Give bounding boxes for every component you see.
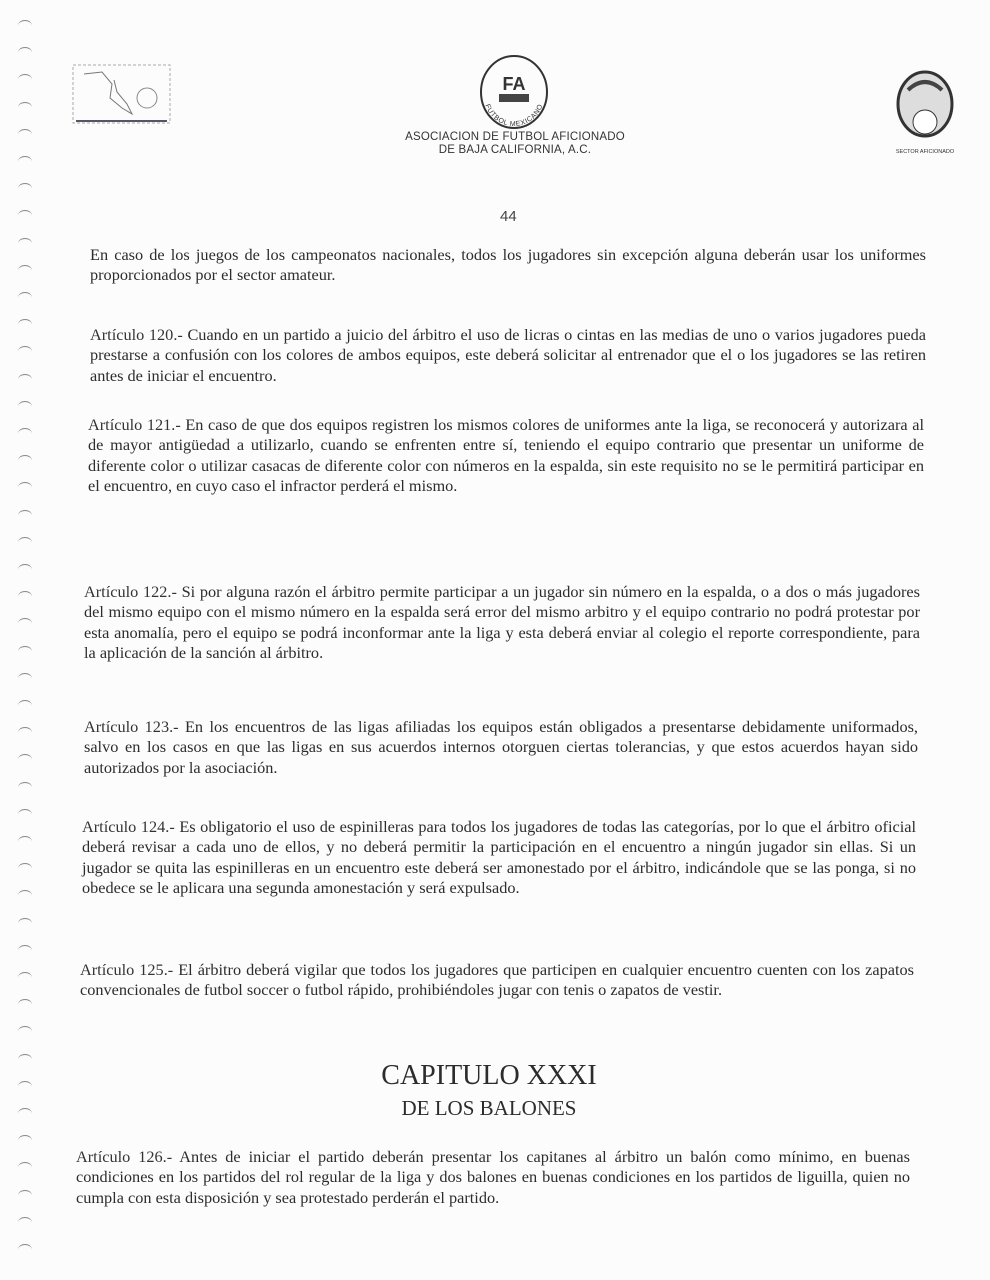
article-120: Artículo 120.- Cuando en un partido a juicio del árbitro el uso de licras o cintas en las medias de uno o varios jugadores pueda prestarse a confusión con los colores de ambos equipos, este deberá solicitar al entrenador que el o los jugadores se las retiren antes de iniciar el encuentro.: [90, 325, 926, 385]
binding-hole: [18, 455, 32, 466]
chapter-subtitle: DE LOS BALONES: [401, 1096, 577, 1120]
paragraph-intro: En caso de los juegos de los campeonatos nacionales, todos los jugadores sin excepción alguna deberán usar los uniformes proporcionados por el sector amateur.: [90, 245, 926, 285]
binding-hole: [18, 836, 32, 847]
binding-hole: [18, 238, 32, 249]
fa-emblem-letters: FA: [502, 74, 526, 94]
fa-futbol-mexicano-logo: [474, 52, 554, 132]
binding-hole: [18, 156, 32, 167]
fmf-crest-logo: [890, 68, 960, 148]
binding-hole: [18, 618, 32, 629]
binding-hole: [18, 428, 32, 439]
crest-caption: SECTOR AFICIONADO: [895, 149, 955, 155]
binding-hole: [18, 482, 32, 493]
article-124: Artículo 124.- Es obligatorio el uso de espinilleras para todos los jugadores de todas las categorías, por lo que el árbitro oficial deberá revisar a cada uno de ellos, y no deberá permitir la participación en el encuentro a ningún jugador sin ellas. Si un jugador se quita las espinilleras en un encuentro este deberá ser amonestado por el árbitro, indicándole que se las ponga, si no obedece se le aplicara una segunda amonestación y será expulsado.: [82, 817, 916, 898]
binding-hole: [18, 47, 32, 58]
page-number: 44: [500, 208, 517, 225]
binding-hole: [18, 972, 32, 983]
binding-hole: [18, 1190, 32, 1201]
binding-hole: [18, 1135, 32, 1146]
org-name-line2: DE BAJA CALIFORNIA, A.C.: [438, 144, 592, 156]
binding-hole: [18, 265, 32, 276]
binding-hole: [18, 1026, 32, 1037]
binding-hole: [18, 999, 32, 1010]
binding-hole: [18, 319, 32, 330]
binding-hole: [18, 1244, 32, 1255]
binding-hole: [18, 537, 32, 548]
article-122: Artículo 122.- Si por alguna razón el árbitro permite participar a un jugador sin número en la espalda, o a dos o más jugadores del mismo equipo con el mismo número en la espalda será error del mismo arbitro y el equipo contrario no podrá protestar por esta anomalía, pero el equipo se podrá inconformar ante la liga y esta deberá enviar al colegio el reporte correspondiente, para la aplicación de la sanción al árbitro.: [84, 582, 920, 663]
binding-hole: [18, 1217, 32, 1228]
article-125: Artículo 125.- El árbitro deberá vigilar que todos los jugadores que participen en cualquier encuentro cuenten con los zapatos convencionales de futbol soccer o futbol rápido, prohibiéndoles jugar con tenis o zapatos de vestir.: [80, 960, 914, 1000]
center-logo-text: FUTBOL MEXICANO: [483, 103, 545, 129]
binding-hole: [18, 74, 32, 85]
binding-hole: [18, 646, 32, 657]
binding-hole: [18, 727, 32, 738]
binding-hole: [18, 564, 32, 575]
chapter-title: CAPITULO XXXI: [381, 1060, 597, 1091]
article-121: Artículo 121.- En caso de que dos equipos registren los mismos colores de uniformes ante la liga, se reconocerá y autorizara al de mayor antigüedad a utilizarlo, cuando se enfrenten entre sí, teniendo el equipo contrario que presentar un uniforme de diferente color o utilizar casacas de diferente color con números en la espalda, sin este requisito no se le permitirá participar en el encuentro, en cuyo caso el infractor perderá el mismo.: [88, 415, 924, 496]
binding-hole: [18, 918, 32, 929]
article-126: Artículo 126.- Antes de iniciar el partido deberán presentar los capitanes al árbitro un balón como mínimo, en buenas condiciones en los partidos del rol regular de la liga y dos balones en buenas condiciones en los partidos de liguilla, quien no cumpla con esta disposición y sea protestado perderán el partido.: [76, 1147, 910, 1207]
binding-hole: [18, 346, 32, 357]
binding-hole: [18, 374, 32, 385]
binding-hole: [18, 183, 32, 194]
binding-hole: [18, 754, 32, 765]
article-123: Artículo 123.- En los encuentros de las ligas afiliadas los equipos están obligados a presentarse debidamente uniformados, salvo en los casos en que las ligas en sus acuerdos internos otorguen ciertas tolerancias, y que estos acuerdos hayan sido autorizados por la asociación.: [84, 717, 918, 777]
binding-hole: [18, 401, 32, 412]
org-name-line1: ASOCIACION DE FUTBOL AFICIONADO: [405, 131, 625, 143]
binding-hole: [18, 292, 32, 303]
binding-hole: [18, 129, 32, 140]
binding-hole: [18, 700, 32, 711]
binding-hole: [18, 809, 32, 820]
binding-hole: [18, 673, 32, 684]
binding-hole: [18, 591, 32, 602]
binding-hole: [18, 945, 32, 956]
binding-hole: [18, 890, 32, 901]
binding-hole: [18, 1162, 32, 1173]
binding-hole: [18, 510, 32, 521]
binding-hole: [18, 863, 32, 874]
binding-hole: [18, 210, 32, 221]
map-logo: [72, 64, 172, 126]
binding-hole: [18, 782, 32, 793]
binding-hole: [18, 20, 32, 31]
binding-hole: [18, 102, 32, 113]
